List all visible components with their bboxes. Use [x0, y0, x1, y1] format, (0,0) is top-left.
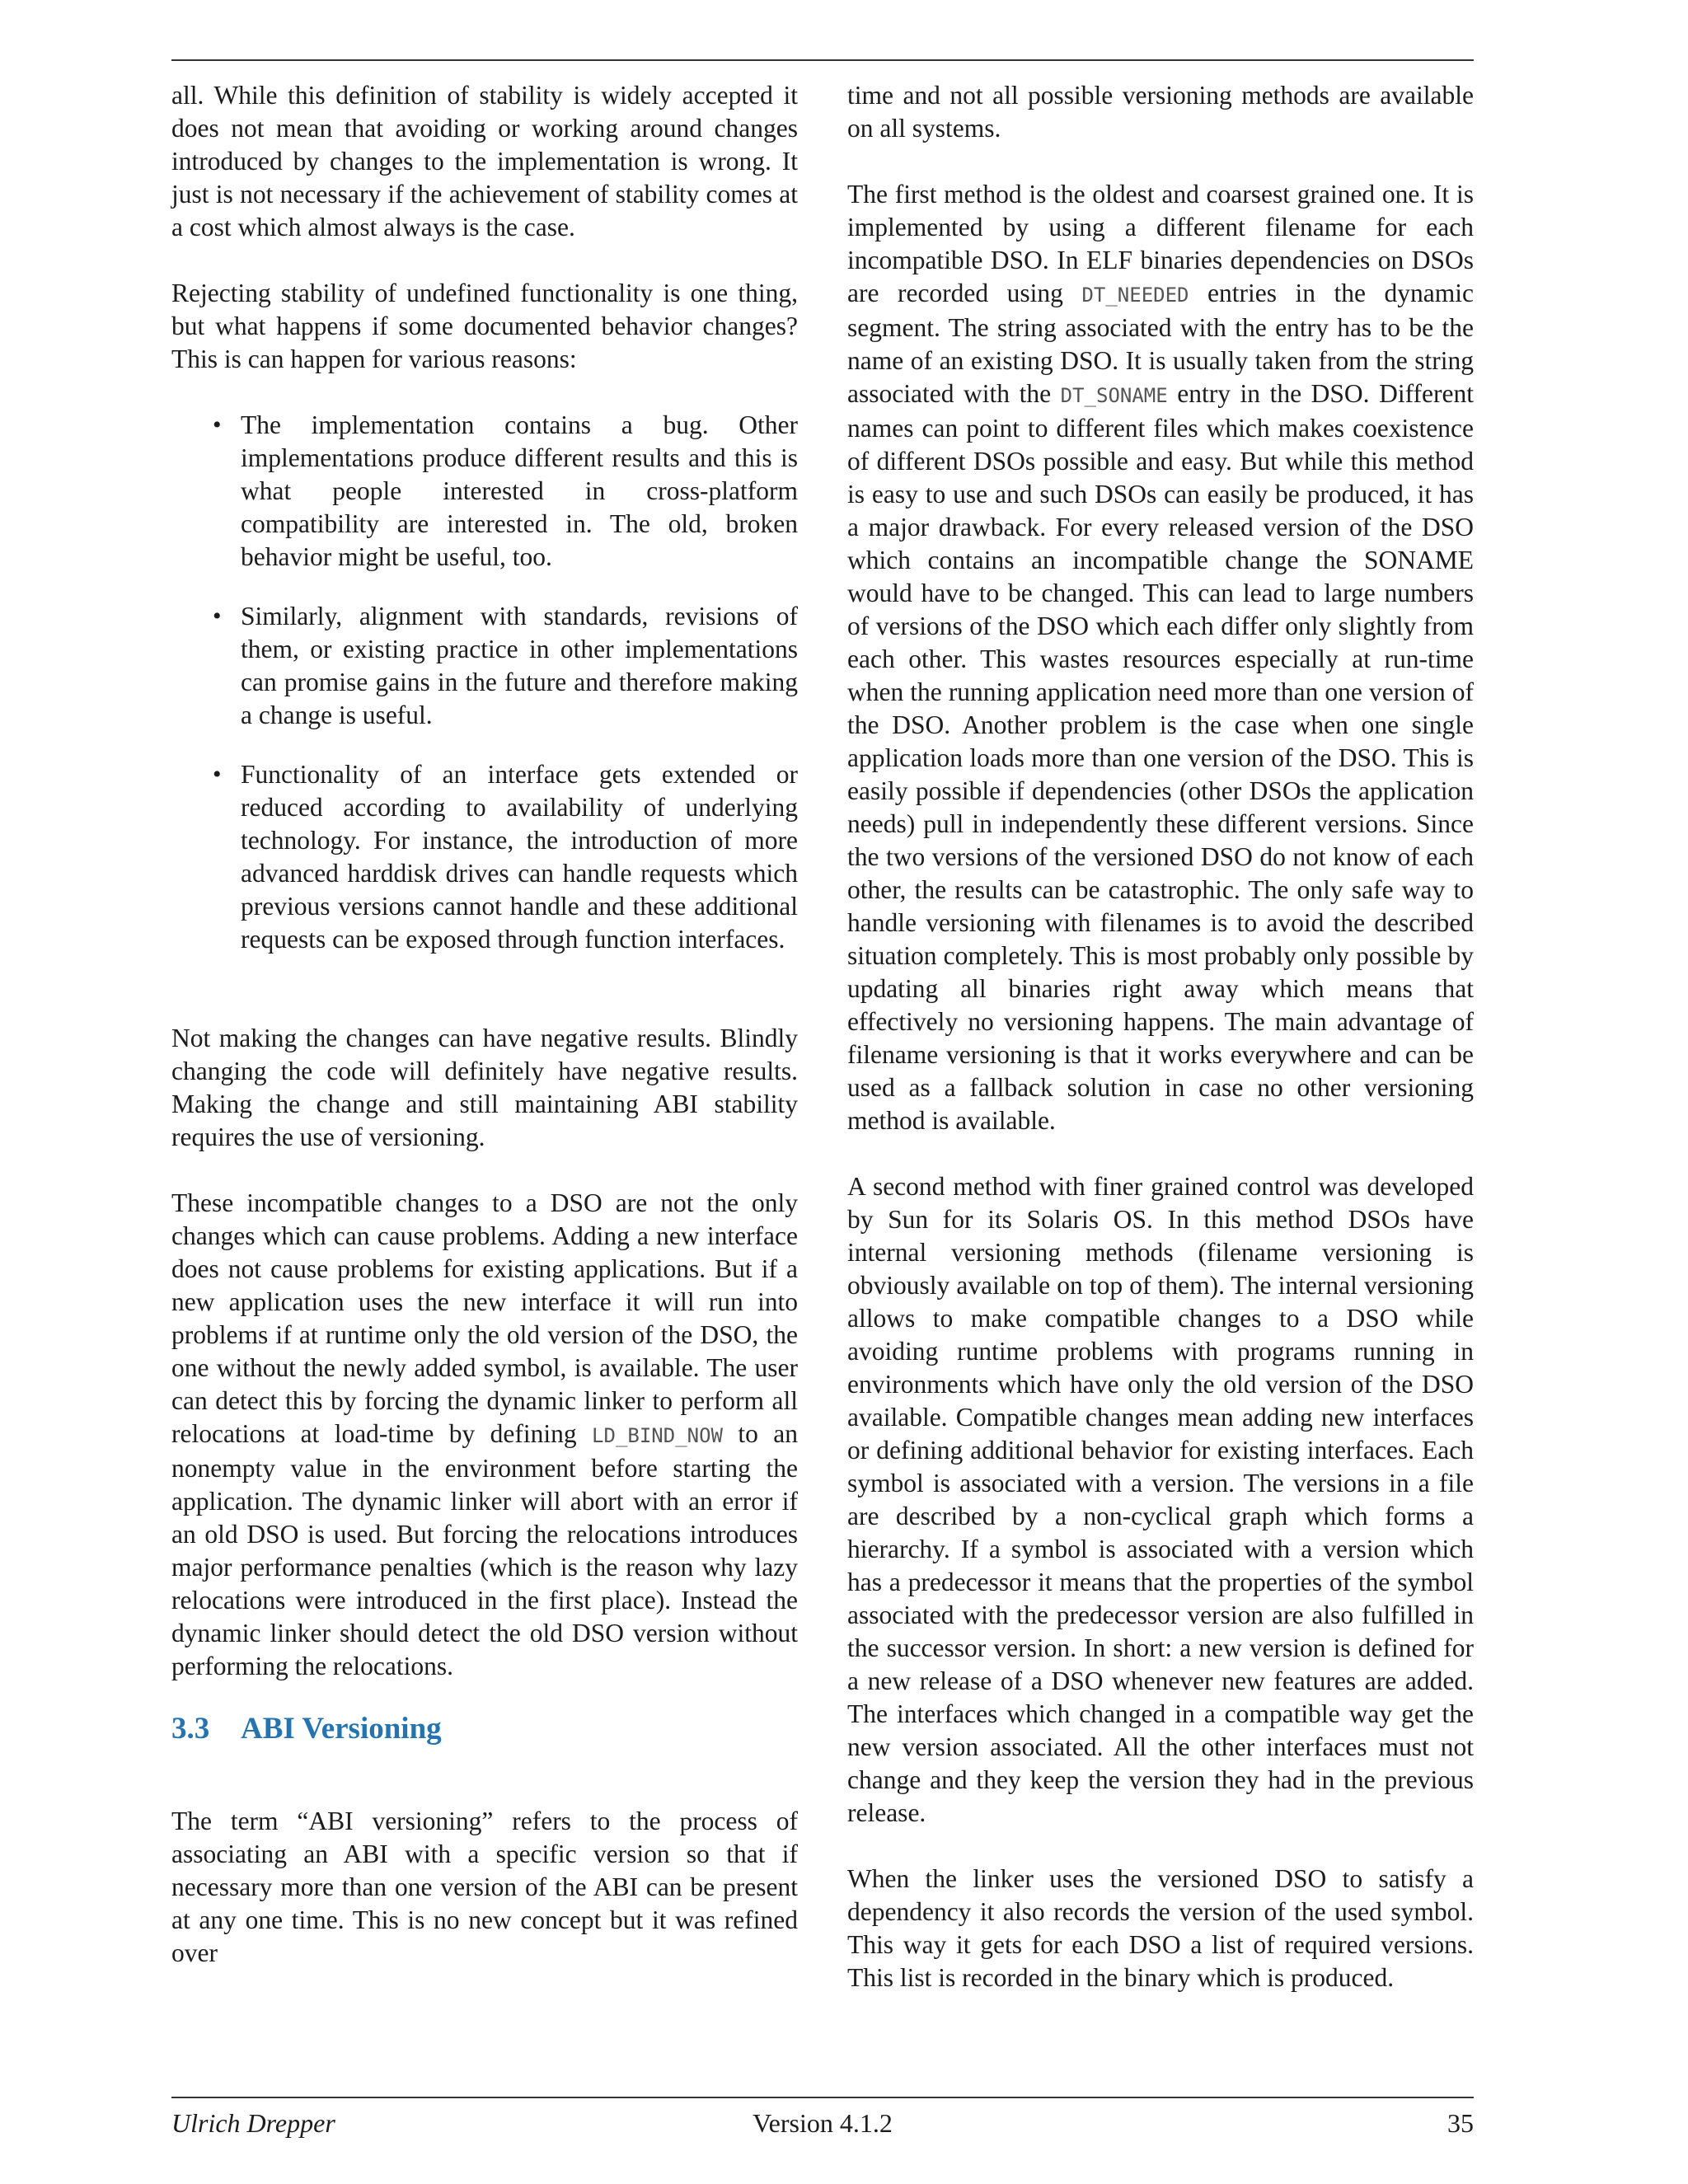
paragraph: all. While this definition of stability is widely accepted it does not mean that avoiding or working around changes introduced by changes to the implementation is wrong. It just is not necessary if the achievement of stability comes at a cost which almost always is the case.: [171, 81, 798, 241]
section-number: 3.3: [171, 1712, 210, 1746]
bullet-icon: •: [213, 761, 222, 788]
text-run: These incompatible changes to a DSO are not the only changes which can cause problems. Adding a new interface does not cause problems for existing applications. But if a new application uses the new interface it will run into problems if at runtime only the old version of the DSO, the one without the newly added symbol, is available. The user can detect this by forcing the dynamic linker to perform all relocations at load-time by defining: [171, 1188, 798, 1448]
paragraph: When the linker uses the versioned DSO to satisfy a dependency it also records the version of the used symbol. This way it gets for each DSO a list of required versions. This list is recorded in the binary which is produced.: [847, 1864, 1474, 1992]
bullet-icon: •: [213, 602, 222, 630]
paragraph: [171, 1187, 798, 1683]
page-number: 35: [1447, 2108, 1474, 2138]
list-item-text: Functionality of an interface gets extended or reduced according to availability of underlying technology. For instance, the introduction of more advanced harddisk drives can handle requests which previous versions cannot handle and these additional requests can be exposed through function interfaces.: [241, 760, 798, 954]
paragraph: The term “ABI versioning” refers to the process of associating an ABI with a specific version so that if necessary more than one version of the ABI can be present at any one time. This is no new concept but it was refined over: [171, 1807, 798, 1967]
left-column: [171, 79, 798, 1970]
text-run: entries in the dynamic segment. The string associated with the entry has to be the name of an existing DSO. It is usually taken from the string associated with the: [847, 279, 1474, 408]
code-ld-bind-now: LD_BIND_NOW: [592, 1424, 723, 1447]
text-run: entry in the DSO. Different names can point to different files which makes coexistence of different DSOs possible and easy. But while this method is easy to use and such DSOs can easily be produced, it has a major drawback. For every released version of the DSO which contains an incompatible change the SONAME would have to be changed. This can lead to large numbers of versions of the DSO which each differ only slightly from each other. This wastes resources especially at run-time when the running application need more than one version of the DSO. Another problem is the case when one single application loads more than one version of the DSO. This is easily possible if dependencies (other DSOs the application needs) pull in independently these different versions. Since the two versions of the versioned DSO do not know of each other, the results can be catastrophic. The only safe way to handle versioning with filenames is to avoid the described situation completely. This is most probably only possible by updating all binaries right away which means that effectively no versioning happens. The main advantage of filename versioning is that it works everywhere and can be used as a fallback solution in case no other versioning method is available.: [847, 379, 1474, 1135]
bullet-list: [171, 409, 798, 956]
footer-rule: [171, 2097, 1474, 2098]
section-title: ABI Versioning: [241, 1712, 442, 1746]
list-item: [171, 409, 798, 574]
list-item-text: The implementation contains a bug. Other implementations produce different results and this is what people interested in cross-platform compatibility are interested in. The old, broken behavior might be useful, too.: [241, 410, 798, 571]
footer-version: Version 4.1.2: [753, 2108, 893, 2138]
paragraph: Rejecting stability of undefined functionality is one thing, but what happens if some documented behavior changes? This is can happen for various reasons:: [171, 279, 798, 373]
section-heading: [171, 1711, 798, 1747]
text-run: to an nonempty value in the environment before starting the application. The dynamic linker will abort with an error if an old DSO is used. But forcing the relocations introduces major performance penalties (which is the reason why lazy relocations were introduced in the first place). Instead the dynamic linker should detect the old DSO version without performing the relocations.: [171, 1419, 799, 1680]
paragraph: [847, 178, 1474, 1137]
list-item-text: Similarly, alignment with standards, revisions of them, or existing practice in other implementations can promise gains in the future and therefore making a change is useful.: [241, 602, 798, 729]
paragraph: A second method with finer grained control was developed by Sun for its Solaris OS. In this method DSOs have internal versioning methods (filename versioning is obviously available on top of them). The internal versioning allows to make compatible changes to a DSO while avoiding runtime problems with programs running in environments which have only the old version of the DSO available. Compatible changes mean adding new interfaces or defining additional behavior for existing interfaces. Each symbol is associated with a version. The versions in a file are described by a non-cyclical graph which forms a hierarchy. If a symbol is associated with a version which has a predecessor it means that the properties of the symbol associated with the predecessor version are also fulfilled in the successor version. In short: a new version is defined for a new release of a DSO whenever new features are added. The interfaces which changed in a compatible way get the new version associated. All the other interfaces must not change and they keep the version they had in the previous release.: [847, 1172, 1474, 1827]
footer-author: Ulrich Drepper: [171, 2108, 335, 2138]
paragraph: Not making the changes can have negative results. Blindly changing the code will definitely have negative results. Making the change and still maintaining ABI stability requires the use of versioning.: [171, 1024, 798, 1151]
bullet-icon: •: [213, 411, 222, 438]
text-run: The first method is the oldest and coarsest grained one. It is implemented by using a different filename for each incompatible DSO. In ELF binaries dependencies on DSOs are recorded using: [847, 180, 1474, 307]
list-item: [171, 758, 798, 956]
code-dt-soname: DT_SONAME: [1060, 384, 1168, 407]
header-rule: [171, 59, 1474, 61]
right-column: [847, 79, 1474, 1994]
code-dt-needed: DT_NEEDED: [1081, 284, 1189, 307]
list-item: [171, 600, 798, 732]
paragraph: time and not all possible versioning methods are available on all systems.: [847, 81, 1474, 143]
